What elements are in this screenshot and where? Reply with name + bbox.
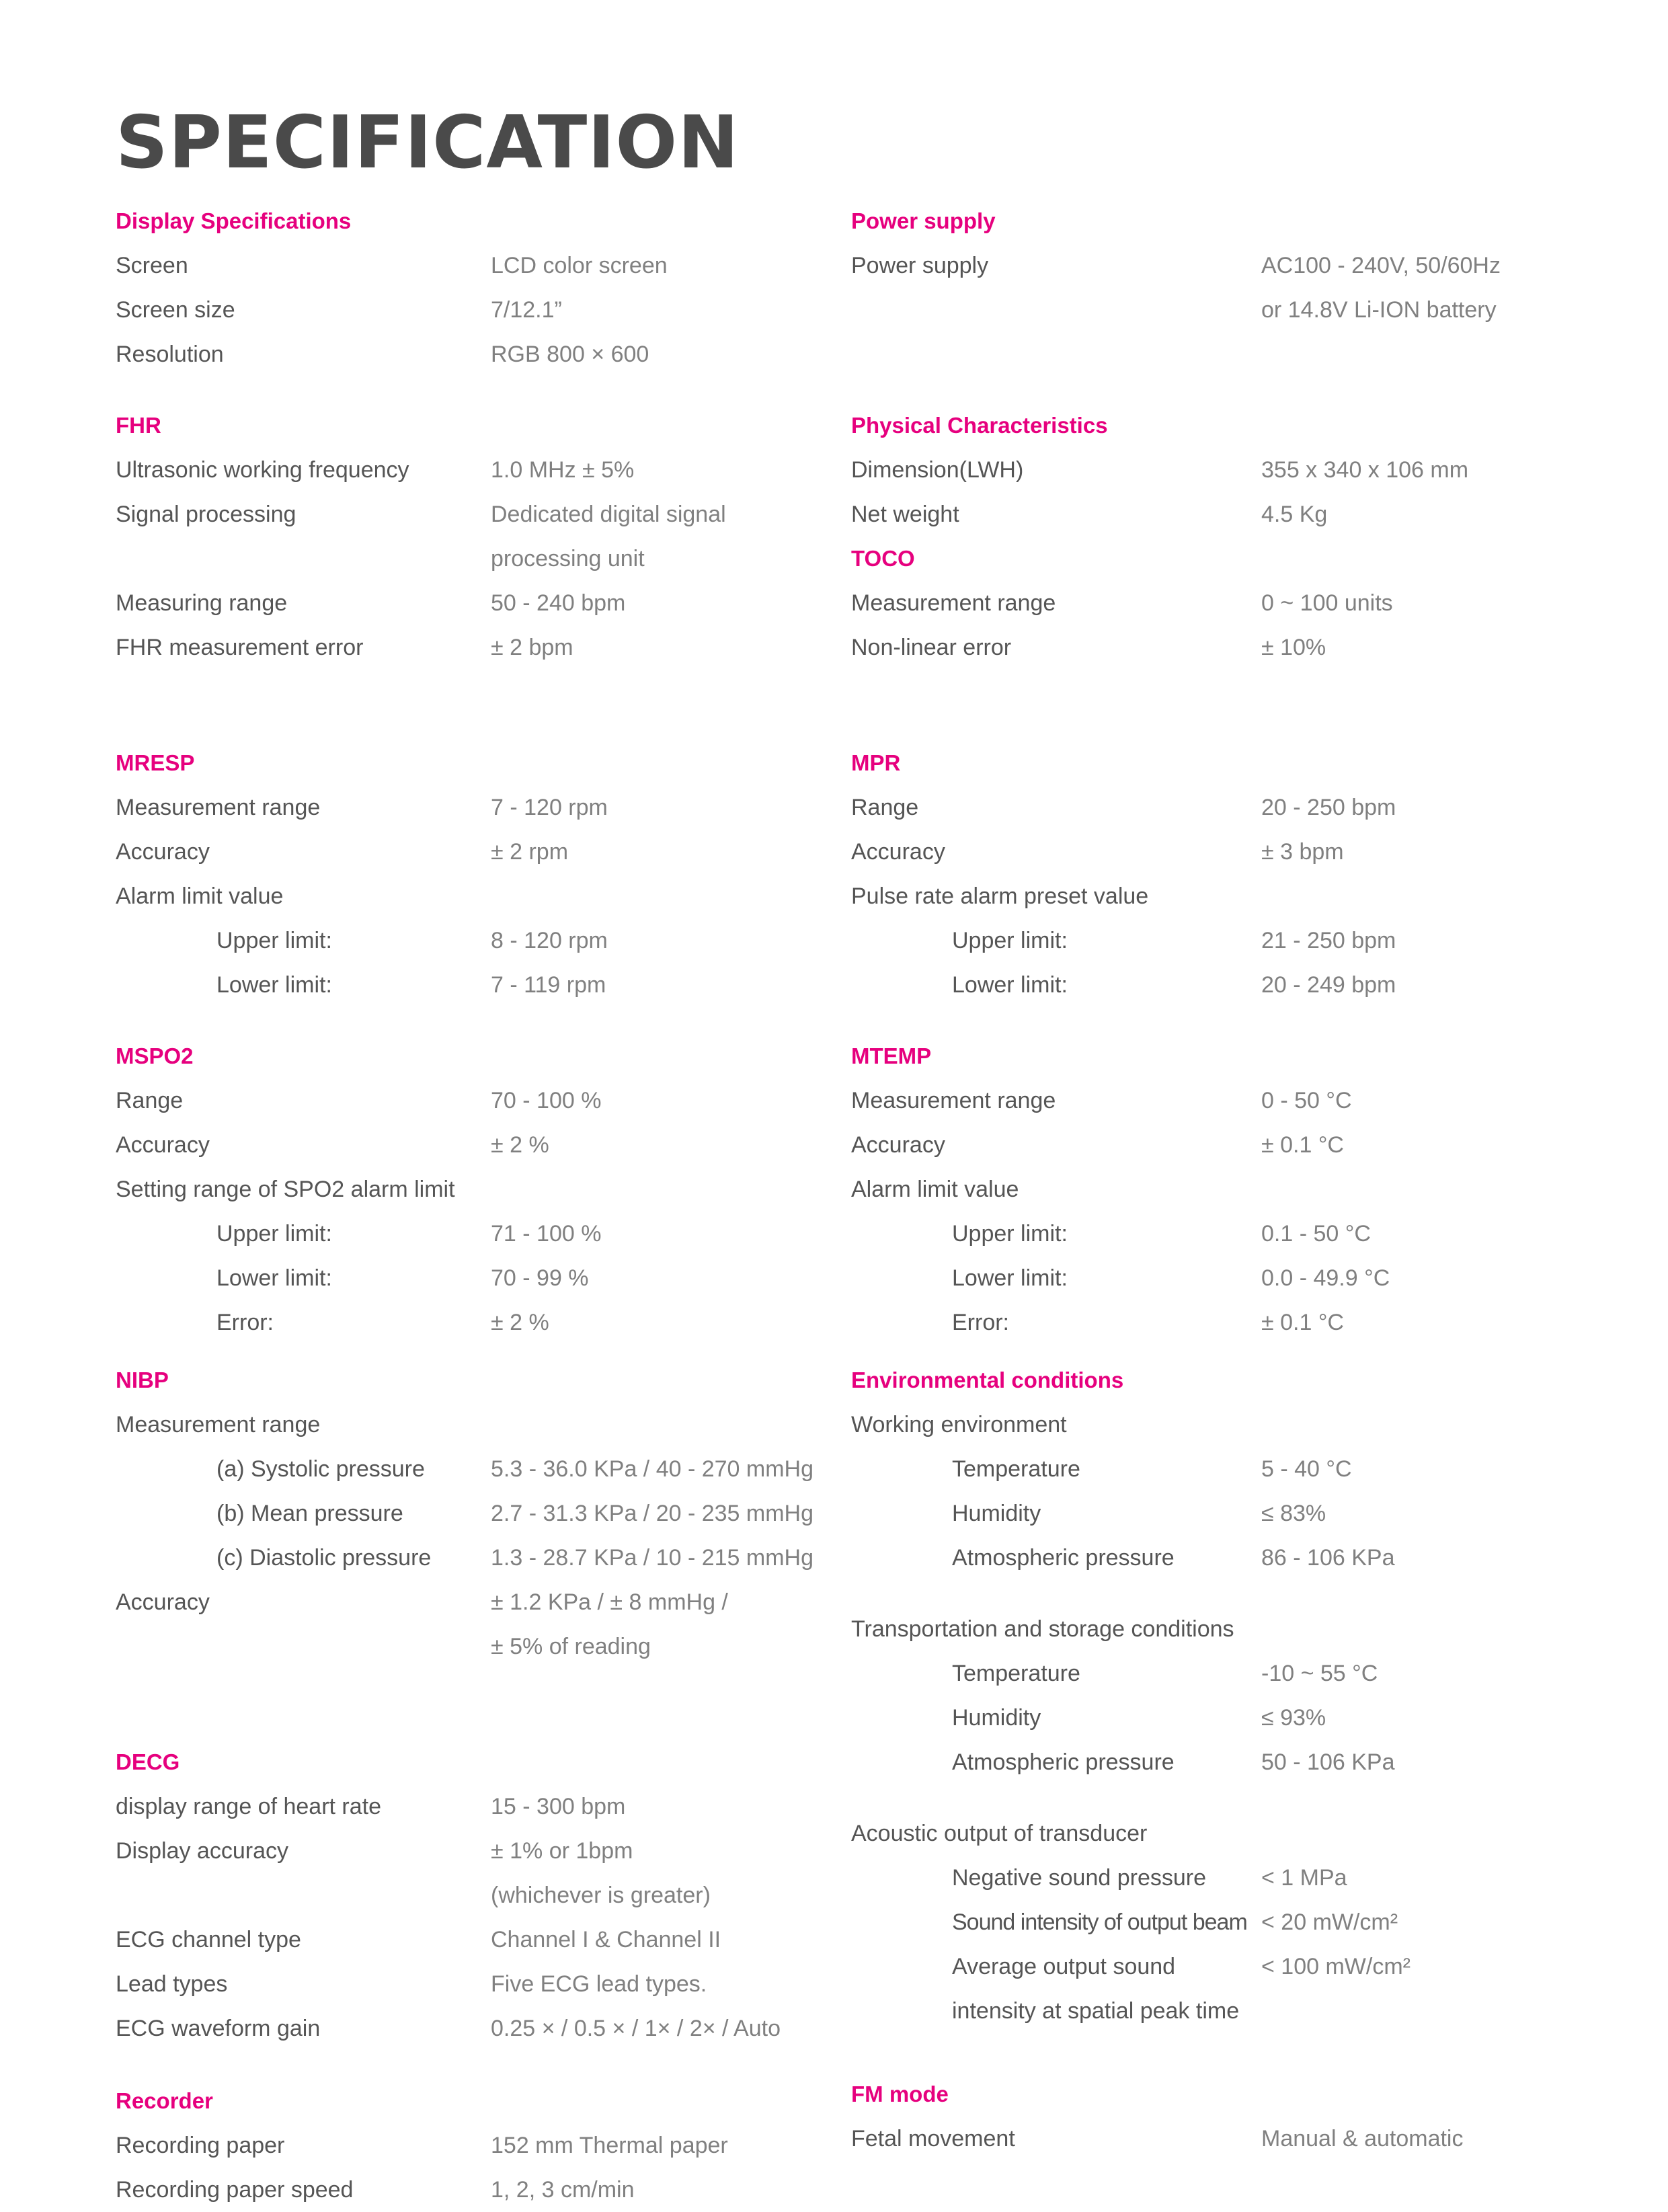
spec-label: Measurement range bbox=[851, 1088, 1056, 1113]
spec-row bbox=[116, 1784, 855, 1829]
spec-row bbox=[116, 1491, 855, 1536]
spec-label: Temperature bbox=[952, 1456, 1080, 1482]
spec-row bbox=[116, 243, 855, 288]
spec-label: Upper limit: bbox=[216, 1221, 332, 1247]
spec-value: or 14.8V Li-ION battery bbox=[1261, 297, 1497, 323]
spec-label: Accuracy bbox=[116, 1589, 210, 1615]
spec-label: Range bbox=[116, 1088, 184, 1113]
spec-row bbox=[116, 1212, 855, 1256]
spec-value: 1.3 - 28.7 KPa / 10 - 215 mmHg bbox=[491, 1545, 814, 1571]
spec-row bbox=[116, 1123, 855, 1167]
spec-label: (b) Mean pressure bbox=[216, 1501, 403, 1526]
spec-row bbox=[116, 1078, 855, 1123]
spec-value: 86 - 106 KPa bbox=[1261, 1545, 1395, 1571]
spec-value: 0 - 50 °C bbox=[1261, 1088, 1352, 1113]
spec-value: 2.7 - 31.3 KPa / 20 - 235 mmHg bbox=[491, 1501, 814, 1526]
spec-row bbox=[851, 492, 1624, 537]
spec-value: Manual & automatic bbox=[1261, 2126, 1464, 2151]
spec-label: Ultrasonic working frequency bbox=[116, 457, 409, 483]
section-heading: MTEMP bbox=[851, 1043, 932, 1068]
section-mpr bbox=[851, 741, 1624, 1007]
right-column bbox=[851, 199, 1624, 2161]
spec-label: Screen bbox=[116, 253, 188, 278]
spec-value: 5 - 40 °C bbox=[1261, 1456, 1352, 1482]
spec-row bbox=[116, 2123, 855, 2168]
spec-value: ≤ 83% bbox=[1261, 1501, 1326, 1526]
spec-row bbox=[116, 1447, 855, 1491]
spec-row bbox=[116, 1918, 855, 1962]
spec-row bbox=[851, 581, 1624, 625]
spec-value: < 100 mW/cm² bbox=[1261, 1954, 1411, 1979]
section-fm-mode bbox=[851, 2072, 1624, 2161]
spec-row bbox=[116, 963, 855, 1007]
spec-row bbox=[851, 1078, 1624, 1123]
spec-value: LCD color screen bbox=[491, 253, 668, 278]
spec-row bbox=[851, 1256, 1624, 1300]
spec-label: Temperature bbox=[952, 1661, 1080, 1686]
spec-value: 7/12.1” bbox=[491, 297, 562, 323]
spec-row bbox=[116, 537, 855, 581]
spec-value: 71 - 100 % bbox=[491, 1221, 602, 1247]
spec-row bbox=[851, 1651, 1624, 1696]
spec-label: Atmospheric pressure bbox=[952, 1749, 1175, 1775]
spec-label: Accuracy bbox=[116, 839, 210, 865]
spec-row bbox=[116, 785, 855, 830]
page-title: SPECIFICATION bbox=[116, 101, 740, 185]
spec-label: Alarm limit value bbox=[116, 883, 284, 909]
spec-value: ± 0.1 °C bbox=[1261, 1132, 1344, 1158]
spec-label: Lower limit: bbox=[216, 1265, 332, 1291]
spec-label: Recording paper speed bbox=[116, 2177, 354, 2203]
spec-value: 5.3 - 36.0 KPa / 40 - 270 mmHg bbox=[491, 1456, 814, 1482]
spec-label: (c) Diastolic pressure bbox=[216, 1545, 432, 1571]
section-heading: FM mode bbox=[851, 2082, 949, 2106]
spec-row bbox=[851, 625, 1624, 670]
spec-value: ± 2 % bbox=[491, 1310, 549, 1335]
spec-value: ± 0.1 °C bbox=[1261, 1310, 1344, 1335]
spec-value: -10 ~ 55 °C bbox=[1261, 1661, 1378, 1686]
spec-label: Transportation and storage conditions bbox=[851, 1616, 1234, 1642]
spec-row bbox=[851, 2117, 1624, 2161]
spec-row bbox=[116, 1256, 855, 1300]
spec-row bbox=[116, 1962, 855, 2006]
spec-value: 1.0 MHz ± 5% bbox=[491, 457, 635, 483]
spec-row bbox=[851, 243, 1624, 288]
section-toco bbox=[851, 537, 1624, 670]
spec-value: ≤ 93% bbox=[1261, 1705, 1326, 1731]
spec-value: Channel I & Channel II bbox=[491, 1927, 721, 1952]
spec-label: Screen size bbox=[116, 297, 235, 323]
spec-row bbox=[116, 625, 855, 670]
spec-value: 50 - 106 KPa bbox=[1261, 1749, 1395, 1775]
spec-label: Net weight bbox=[851, 502, 959, 527]
spec-value: 0.1 - 50 °C bbox=[1261, 1221, 1371, 1247]
section-heading: MRESP bbox=[116, 750, 195, 775]
spec-label: Error: bbox=[952, 1310, 1009, 1335]
spec-row bbox=[851, 874, 1624, 918]
spec-label: Accuracy bbox=[116, 1132, 210, 1158]
spec-row bbox=[851, 1536, 1624, 1580]
spec-row bbox=[851, 1447, 1624, 1491]
section-heading: Power supply bbox=[851, 208, 996, 233]
section-environmental bbox=[851, 1358, 1624, 2033]
spec-label: Recording paper bbox=[116, 2133, 285, 2158]
spec-label: Acoustic output of transducer bbox=[851, 1821, 1148, 1846]
section-mtemp bbox=[851, 1034, 1624, 1345]
spec-row bbox=[116, 332, 855, 377]
section-heading: FHR bbox=[116, 413, 161, 438]
spec-label: Atmospheric pressure bbox=[952, 1545, 1175, 1571]
spec-label: Upper limit: bbox=[952, 1221, 1068, 1247]
spec-row bbox=[851, 1300, 1624, 1345]
spec-row bbox=[851, 918, 1624, 963]
spec-value: 355 x 340 x 106 mm bbox=[1261, 457, 1469, 483]
spec-label: Lower limit: bbox=[952, 1265, 1068, 1291]
spec-row bbox=[116, 448, 855, 492]
spec-value: < 20 mW/cm² bbox=[1261, 1909, 1398, 1935]
spec-value: Five ECG lead types. bbox=[491, 1971, 707, 1997]
spec-value: 20 - 249 bpm bbox=[1261, 972, 1396, 998]
spec-row bbox=[851, 963, 1624, 1007]
spec-row bbox=[851, 1696, 1624, 1740]
spec-label: ECG waveform gain bbox=[116, 2016, 321, 2041]
spec-value: 152 mm Thermal paper bbox=[491, 2133, 728, 2158]
spec-value: 8 - 120 rpm bbox=[491, 928, 608, 953]
spec-value: ± 3 bpm bbox=[1261, 839, 1344, 865]
section-physical bbox=[851, 403, 1624, 537]
spec-row bbox=[116, 1580, 855, 1624]
spec-value: < 1 MPa bbox=[1261, 1865, 1347, 1891]
section-recorder bbox=[116, 2079, 855, 2212]
spec-row bbox=[851, 1900, 1624, 1944]
spec-label: Lower limit: bbox=[216, 972, 332, 998]
spec-label: Accuracy bbox=[851, 1132, 945, 1158]
spec-label: Pulse rate alarm preset value bbox=[851, 883, 1149, 909]
spec-row bbox=[851, 1167, 1624, 1212]
spec-value: ± 10% bbox=[1261, 635, 1326, 660]
spec-row bbox=[116, 1536, 855, 1580]
spec-value: 1, 2, 3 cm/min bbox=[491, 2177, 635, 2203]
spec-label: Measurement range bbox=[116, 1412, 321, 1437]
spec-value: 70 - 99 % bbox=[491, 1265, 589, 1291]
spec-row bbox=[851, 1856, 1624, 1900]
section-decg bbox=[116, 1740, 855, 2051]
spec-label: Humidity bbox=[952, 1705, 1041, 1731]
spec-value: 0 ~ 100 units bbox=[1261, 590, 1393, 616]
spec-label: Alarm limit value bbox=[851, 1177, 1019, 1202]
spec-row bbox=[116, 1300, 855, 1345]
spec-label: Upper limit: bbox=[216, 928, 332, 953]
spec-value: 4.5 Kg bbox=[1261, 502, 1328, 527]
spec-label: Resolution bbox=[116, 342, 224, 367]
section-heading: Recorder bbox=[116, 2088, 213, 2113]
spec-label: Upper limit: bbox=[952, 928, 1068, 953]
section-heading: MSPO2 bbox=[116, 1043, 194, 1068]
spec-value: 0.0 - 49.9 °C bbox=[1261, 1265, 1390, 1291]
spec-label: Measurement range bbox=[116, 795, 321, 820]
spec-row bbox=[116, 1624, 855, 1669]
section-power-supply bbox=[851, 199, 1624, 332]
spec-label: Range bbox=[851, 795, 919, 820]
spec-value: ± 5% of reading bbox=[491, 1634, 651, 1659]
spec-row bbox=[116, 1873, 855, 1918]
spec-label: Sound intensity of output beam bbox=[952, 1909, 1247, 1935]
spec-label: Fetal movement bbox=[851, 2126, 1015, 2151]
spec-value: 20 - 250 bpm bbox=[1261, 795, 1396, 820]
spec-label: Negative sound pressure bbox=[952, 1865, 1207, 1891]
spec-label: Error: bbox=[216, 1310, 274, 1335]
spec-row bbox=[116, 1829, 855, 1873]
spec-label: FHR measurement error bbox=[116, 635, 364, 660]
spec-label: Measuring range bbox=[116, 590, 288, 616]
spec-row bbox=[851, 1944, 1624, 1989]
spec-value: 0.25 × / 0.5 × / 1× / 2× / Auto bbox=[491, 2016, 781, 2041]
spec-value: 15 - 300 bpm bbox=[491, 1794, 626, 1819]
left-column bbox=[116, 199, 855, 2212]
spec-label: intensity at spatial peak time bbox=[952, 1998, 1240, 2024]
spec-label: display range of heart rate bbox=[116, 1794, 382, 1819]
spec-row bbox=[851, 830, 1624, 874]
section-display bbox=[116, 199, 855, 377]
spec-row bbox=[851, 1740, 1624, 1784]
spec-value: processing unit bbox=[491, 546, 645, 571]
spec-label: Lead types bbox=[116, 1971, 228, 1997]
section-heading: DECG bbox=[116, 1749, 180, 1774]
spec-value: ± 2 rpm bbox=[491, 839, 569, 865]
spec-row bbox=[851, 448, 1624, 492]
spec-label: Lower limit: bbox=[952, 972, 1068, 998]
spec-row bbox=[116, 1167, 855, 1212]
section-heading: Environmental conditions bbox=[851, 1368, 1124, 1392]
spec-label: Signal processing bbox=[116, 502, 296, 527]
spec-value: 7 - 120 rpm bbox=[491, 795, 608, 820]
section-fhr bbox=[116, 403, 855, 670]
spec-row bbox=[116, 2168, 855, 2212]
spec-value: 50 - 240 bpm bbox=[491, 590, 626, 616]
spec-row bbox=[116, 581, 855, 625]
spec-row bbox=[116, 492, 855, 537]
spec-row bbox=[116, 1403, 855, 1447]
spec-label: Setting range of SPO2 alarm limit bbox=[116, 1177, 455, 1202]
spec-label: Humidity bbox=[952, 1501, 1041, 1526]
spec-label: Average output sound bbox=[952, 1954, 1176, 1979]
spec-row bbox=[116, 918, 855, 963]
spec-label: Dimension(LWH) bbox=[851, 457, 1024, 483]
spec-value: ± 1% or 1bpm bbox=[491, 1838, 633, 1864]
spec-row bbox=[116, 830, 855, 874]
spec-value: RGB 800 × 600 bbox=[491, 342, 649, 367]
spec-value: ± 1.2 KPa / ± 8 mmHg / bbox=[491, 1589, 728, 1615]
spec-row bbox=[851, 785, 1624, 830]
section-mspo2 bbox=[116, 1034, 855, 1345]
section-nibp bbox=[116, 1358, 855, 1669]
spec-row bbox=[851, 1811, 1624, 1856]
spec-value: ± 2 % bbox=[491, 1132, 549, 1158]
spec-value: 7 - 119 rpm bbox=[491, 972, 606, 998]
spec-value: ± 2 bpm bbox=[491, 635, 573, 660]
spec-label: Measurement range bbox=[851, 590, 1056, 616]
spec-row bbox=[851, 1607, 1624, 1651]
spec-row bbox=[851, 1491, 1624, 1536]
spec-label: Accuracy bbox=[851, 839, 945, 865]
spec-row bbox=[851, 1989, 1624, 2033]
section-heading: Physical Characteristics bbox=[851, 413, 1108, 438]
spec-value: AC100 - 240V, 50/60Hz bbox=[1261, 253, 1501, 278]
spec-value: Dedicated digital signal bbox=[491, 502, 726, 527]
spec-label: Working environment bbox=[851, 1412, 1067, 1437]
spec-row bbox=[851, 1123, 1624, 1167]
spec-label: Non-linear error bbox=[851, 635, 1012, 660]
section-heading: NIBP bbox=[116, 1368, 169, 1392]
section-heading: TOCO bbox=[851, 546, 915, 571]
spec-value: (whichever is greater) bbox=[491, 1883, 711, 1908]
spec-label: Power supply bbox=[851, 253, 989, 278]
section-heading: MPR bbox=[851, 750, 901, 775]
spec-label: (a) Systolic pressure bbox=[216, 1456, 425, 1482]
spec-label: ECG channel type bbox=[116, 1927, 301, 1952]
spec-value: 70 - 100 % bbox=[491, 1088, 602, 1113]
spec-row bbox=[116, 874, 855, 918]
spec-label: Display accuracy bbox=[116, 1838, 288, 1864]
spec-row bbox=[851, 1212, 1624, 1256]
spec-row bbox=[851, 288, 1624, 332]
section-heading: Display Specifications bbox=[116, 208, 352, 233]
section-mresp bbox=[116, 741, 855, 1007]
spec-row bbox=[851, 1403, 1624, 1447]
spec-value: 21 - 250 bpm bbox=[1261, 928, 1396, 953]
spec-row bbox=[116, 2006, 855, 2051]
spec-row bbox=[116, 288, 855, 332]
